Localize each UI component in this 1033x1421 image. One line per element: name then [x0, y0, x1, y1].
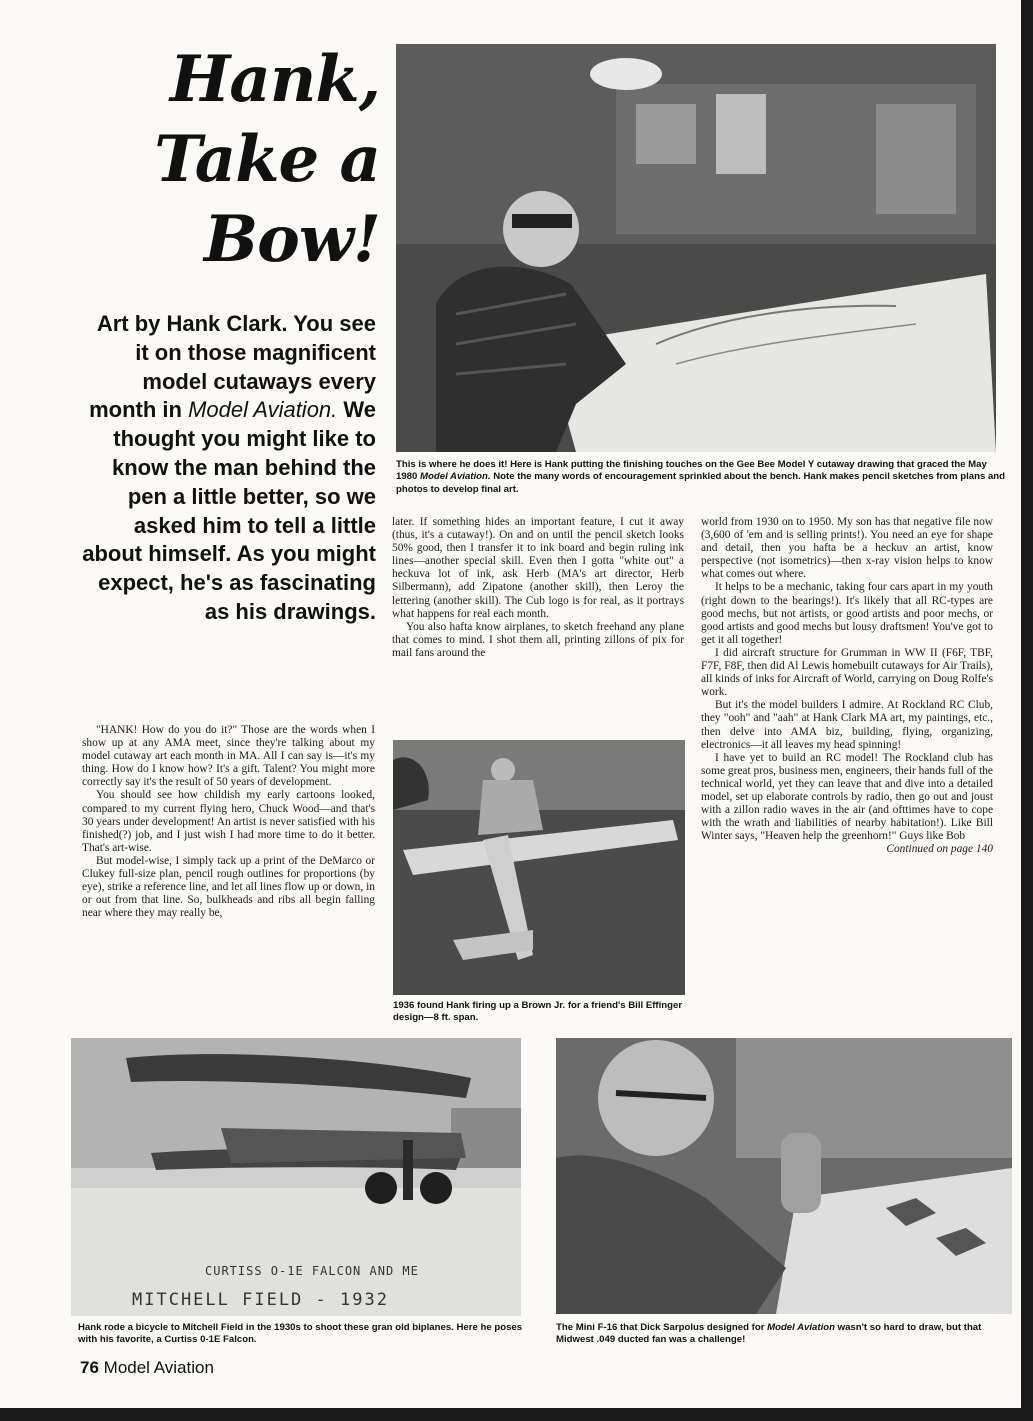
page-footer: [80, 1358, 214, 1378]
falcon-photo-caption: Hank rode a bicycle to Mitchell Field in the 1930s to shoot these gran old biplanes. Here he poses with his favorite, a Curtiss 0-1E Falcon.: [78, 1322, 523, 1346]
col3-paragraph-4: But it's the model builders I admire. At Rockland RC Club, they "ooh" and "aah" at Hank Clark MA art, my paintings, etc., then delve into AMA biz, building, flying, organizing, electronics—it all leaves my head spinning!: [701, 699, 993, 751]
studio-photo: [396, 44, 996, 452]
f16-photo-caption: [556, 1322, 1008, 1347]
deck-magazine-name: Model Aviation.: [188, 397, 338, 423]
studio-caption-text-2: Note the many words of encouragement sprinkled about the bench. Hank makes pencil sketches from plans and photos to develop final art.: [396, 471, 1006, 495]
col1-paragraph-1: "HANK! How do you do it?" Those are the words when I show up at any AMA meet, since they're talking about my model cutaway art each month in MA. All I can say is—it's my thing. How do I know how? It's a gift. Talent? You might more correctly say it's the result of 50 years of development.: [82, 724, 375, 789]
f16-caption-italic: Model Aviation: [767, 1322, 835, 1333]
title-line-3: Bow!: [204, 202, 380, 277]
col2-paragraph-1: later. If something hides an important feature, I cut it away (thus, it's a cutaway!). On and on until the pencil sketch looks 50% good, then I transfer it to ink board and begin ruling ink lines—another special skill. Even then I gotta "white out" a heckuva lot of ink, ask Herb (MA's art director, Herb Silbermann), add Zipatone (another skill), then Leroy the lettering (another skill). The Cub logo is for real, as it portrays what happens for real each month.: [392, 516, 684, 620]
article-title: [100, 40, 380, 310]
body-column-2: [392, 516, 684, 660]
article-deck: [80, 310, 376, 627]
studio-caption-text-1: This is where he does it! Here is Hank putting the finishing touches on the Gee Bee Model Y cutaway drawing that graced the May 1980: [396, 459, 987, 483]
body-column-3: [701, 516, 993, 856]
col1-paragraph-3: But model-wise, I simply tack up a print of the DeMarco or Clukey full-size plan, pencil rough outlines for proportions (by eye), strike a reference line, and let all lines flow up or down, in or out from that line. So, bulkheads and ribs all begin falling near where they may really be,: [82, 854, 375, 920]
col3-paragraph-1: world from 1930 on to 1950. My son has that negative file now (3,600 of 'em and is selling prints!). You need an eye for shape and detail, then you hafta be a heckuv an artist, know perspective (not isometrics)—then x-ray vision helps to know what comes out where.: [701, 516, 993, 581]
title-line-1: Hank,: [169, 42, 380, 117]
page-number: 76: [80, 1358, 99, 1377]
studio-photo-caption: [396, 459, 1006, 496]
col3-paragraph-3: I did aircraft structure for Grumman in WW II (F6F, TBF, F7F, F8F, then did Al Lewis homebuilt cutaways for Air Trails), all kinds of inks for Aircraft of World, carrying on Doug Rolfe's work.: [701, 646, 993, 699]
footer-magazine-name: Model Aviation: [103, 1358, 214, 1377]
col3-paragraph-2: It helps to be a mechanic, taking four cars apart in my youth (right down to the bearings!). It's likely that all RC-types are good mechs, but not artists, or good artists and poor mechs, or good artists and good mechs but lousy draftsmen! You've got to get it all together!: [701, 581, 993, 646]
field-photo-caption: 1936 found Hank firing up a Brown Jr. for a friend's Bill Effinger design—8 ft. span.: [393, 1000, 683, 1024]
falcon-photo-handwriting-line-1: CURTISS O-1E FALCON AND ME: [205, 1264, 419, 1278]
body-column-1: [82, 724, 375, 920]
deck-text-1: Art by Hank Clark. You see it on those magnificent model cutaways every month in: [89, 311, 376, 423]
continued-notice: Continued on page 140: [886, 843, 993, 856]
col2-paragraph-2: You also hafta know airplanes, to sketch freehand any plane that comes to mind. I shot them all, printing zillons of pix for mail fans around the: [392, 620, 684, 659]
col1-paragraph-2: You should see how childish my early cartoons looked, compared to my current flying hero, Chuck Wood—and that's 30 years under development! An artist is never satisfied with his finished(?) job, and I just wish I had more time to do it better. That's art-wise.: [82, 789, 375, 854]
title-line-2: Take a: [154, 122, 380, 197]
col3-paragraph-5: I have yet to build an RC model! The Rockland club has some great pros, business men, engineers, their hands full of the technical world, yet they can leave that and dive into a detailed model, set up elaborate controls by radio, then go out and joust with a zillon radio waves in the air (and ofttimes have to cope with the wrath and liabilities of nearby habitation!). Like Bill Winter says, "Heaven help the greenhorn!" Guys like Bob: [701, 751, 993, 843]
field-photo: [393, 740, 685, 995]
deck-text-2: We thought you might like to know the man behind the pen a little better, so we asked him to tell a little about himself. As you might expect, he's as fascinating as his drawings.: [82, 397, 376, 624]
f16-caption-text-2: wasn't so hard to draw, but that Midwest .049 ducted fan was a challenge!: [556, 1322, 982, 1346]
f16-caption-text-1: The Mini F-16 that Dick Sarpolus designed for: [556, 1322, 768, 1333]
studio-caption-italic: Model Aviation.: [420, 471, 491, 483]
falcon-photo-handwriting-line-2: MITCHELL FIELD - 1932: [132, 1290, 389, 1310]
f16-model-photo: [556, 1038, 1012, 1314]
